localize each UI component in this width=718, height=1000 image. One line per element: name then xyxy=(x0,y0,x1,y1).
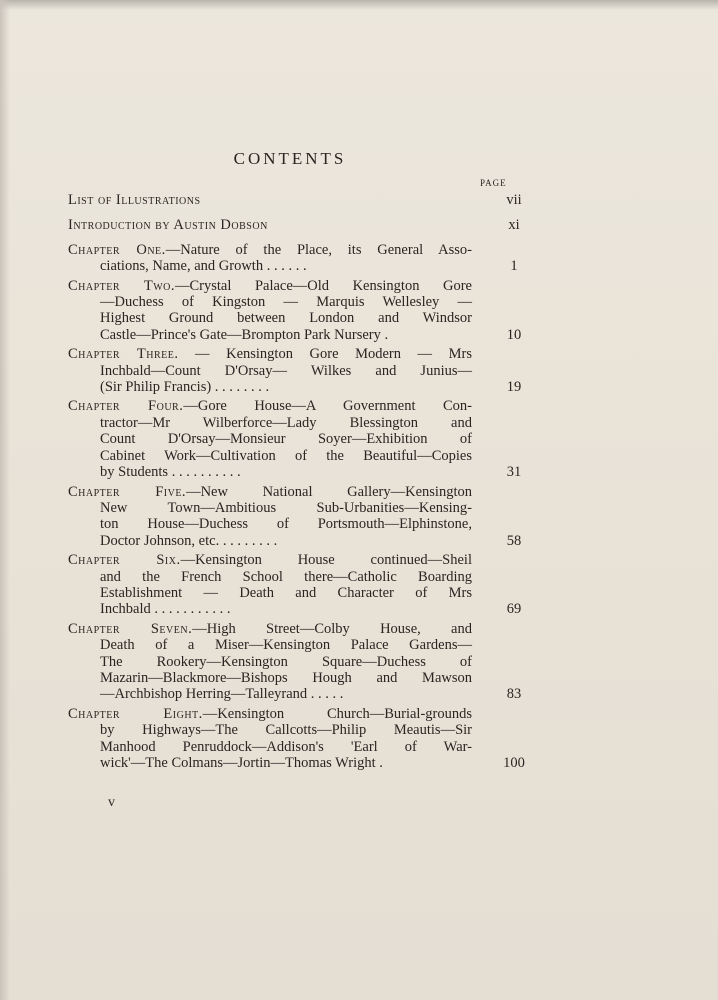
entry-page-number: vii xyxy=(506,192,522,208)
entry-line: Manhood Penruddock—Addison's 'Earl of War- xyxy=(100,738,472,755)
entry-line: (Sir Philip Francis) . . . . . . . . xyxy=(100,379,270,396)
entry-line: Doctor Johnson, etc. . . . . . . . . xyxy=(100,532,278,549)
entry-page-number: 100 xyxy=(503,755,525,771)
entry-line: by Students . . . . . . . . . . xyxy=(100,464,241,481)
entry-line: Castle—Prince's Gate—Brompton Park Nursery . xyxy=(100,326,389,343)
chapter-label: Chapter One. xyxy=(68,241,166,258)
page-edge-shadow xyxy=(0,0,718,10)
entry-line: Highest Ground between London and Windsor xyxy=(100,310,472,327)
entry-line: Cabinet Work—Cultivation of the Beautiful—Copies xyxy=(100,447,472,464)
contents-entry xyxy=(68,552,548,618)
contents-entry xyxy=(68,217,548,233)
entry-line: Death of a Miser—Kensington Palace Gardens— xyxy=(100,637,472,654)
entry-line: Chapter Seven.—High Street—Colby House, and xyxy=(68,620,472,637)
contents-entry xyxy=(68,192,548,208)
page-gutter-shadow xyxy=(0,0,10,1000)
entry-line: —Duchess of Kingston — Marquis Wellesley — xyxy=(100,294,472,311)
chapter-label: Chapter Seven. xyxy=(68,620,193,637)
contents-entry xyxy=(68,242,548,275)
entry-line: Count D'Orsay—Monsieur Soyer—Exhibition of xyxy=(100,431,472,448)
contents-heading: CONTENTS xyxy=(233,149,347,168)
entry-line: Chapter Three. — Kensington Gore Modern — Mrs xyxy=(68,346,472,363)
entry-page-number: 1 xyxy=(510,258,518,275)
entry-page-number: 83 xyxy=(506,686,522,703)
entry-line: wick'—The Colmans—Jortin—Thomas Wright . xyxy=(100,755,383,771)
entry-line: Mazarin—Blackmore—Bishops Hough and Mawson xyxy=(100,669,472,686)
chapter-label: Chapter Four. xyxy=(68,398,184,415)
entry-page-number: 10 xyxy=(506,326,522,343)
entry-page-number: 31 xyxy=(506,464,522,481)
entry-line: ciations, Name, and Growth . . . . . . xyxy=(100,258,307,275)
page-column-label: PAGE xyxy=(480,178,507,188)
entry-line: Establishment — Death and Character of Mrs xyxy=(100,584,472,601)
entry-line: The Rookery—Kensington Square—Duchess of xyxy=(100,653,472,670)
contents-list xyxy=(68,192,548,771)
entry-line: tractor—Mr Wilberforce—Lady Blessington and xyxy=(100,414,472,431)
contents-entry xyxy=(68,346,548,395)
entry-line: ton House—Duchess of Portsmouth—Elphinstone, xyxy=(100,516,472,533)
entry-line: New Town—Ambitious Sub-Urbanities—Kensing- xyxy=(100,499,472,516)
chapter-label: Chapter Two. xyxy=(68,277,175,294)
entry-line: Chapter Five.—New National Gallery—Kensington xyxy=(68,483,472,500)
contents-entry xyxy=(68,278,548,344)
entry-line: Chapter Six.—Kensington House continued—Sheil xyxy=(68,552,472,569)
chapter-label: Chapter Eight. xyxy=(68,705,203,722)
entry-line: —Archbishop Herring—Talleyrand . . . . . xyxy=(100,686,344,703)
chapter-label: Chapter Six. xyxy=(68,552,181,569)
entry-page-number: xi xyxy=(508,217,520,234)
contents-entry xyxy=(68,621,548,703)
entry-line: Inchbald—Count D'Orsay— Wilkes and Junius— xyxy=(100,362,472,379)
entry-line: Inchbald . . . . . . . . . . . xyxy=(100,601,231,618)
entry-line: Chapter Eight.—Kensington Church—Burial-grounds xyxy=(68,705,472,722)
entry-line: by Highways—The Callcotts—Philip Meautis—Sir xyxy=(100,722,472,739)
contents-entry xyxy=(68,706,548,772)
entry-line: Chapter Four.—Gore House—A Government Con- xyxy=(68,398,472,415)
chapter-label: Chapter Three. xyxy=(68,346,179,363)
entry-line: Introduction by Austin Dobson xyxy=(68,217,268,234)
entry-page-number: 19 xyxy=(506,379,522,396)
entry-line: List of Illustrations xyxy=(68,192,201,208)
entry-line: Chapter One.—Nature of the Place, its General Asso- xyxy=(68,241,472,258)
contents-entry xyxy=(68,398,548,480)
entry-line: and the French School there—Catholic Boarding xyxy=(100,568,472,585)
chapter-label: Chapter Five. xyxy=(68,483,187,500)
entry-page-number: 58 xyxy=(506,532,522,549)
entry-page-number: 69 xyxy=(506,601,522,618)
entry-line: Chapter Two.—Crystal Palace—Old Kensington Gore xyxy=(68,277,472,294)
contents-entry xyxy=(68,484,548,550)
folio-number: v xyxy=(108,795,115,810)
